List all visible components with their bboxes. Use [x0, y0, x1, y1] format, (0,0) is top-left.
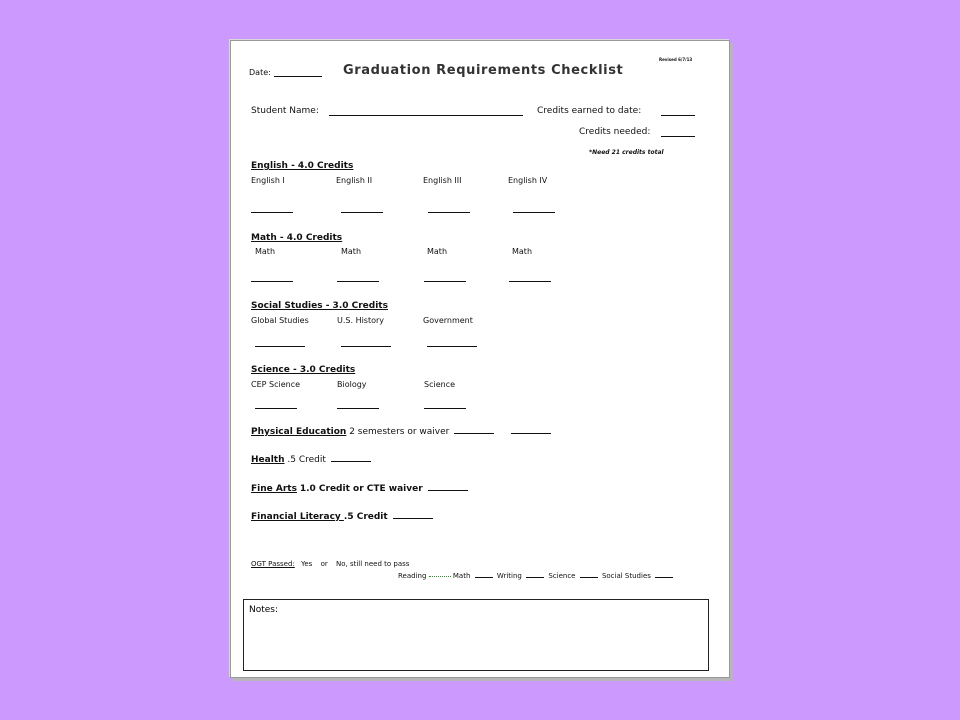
ogt-subject: Writing: [496, 572, 522, 580]
social-studies-blank[interactable]: [341, 346, 391, 347]
science-item: Science: [424, 380, 456, 389]
ogt-science-blank[interactable]: [580, 576, 598, 578]
social-studies-blank[interactable]: [255, 346, 305, 347]
ogt-subject: Social Studies: [601, 572, 651, 580]
math-blank[interactable]: [337, 281, 379, 282]
fine-arts-text: 1.0 Credit or CTE waiver: [299, 484, 423, 494]
notes-label: Notes:: [249, 605, 279, 615]
science-blank[interactable]: [255, 408, 297, 409]
pe-heading: Physical Education: [251, 427, 347, 437]
pe-row: [251, 427, 553, 437]
fine-arts-heading: Fine Arts: [251, 484, 297, 494]
english-item: English II: [336, 176, 373, 185]
health-row: [251, 455, 373, 465]
pe-blank[interactable]: [454, 432, 494, 434]
revised-date: Revised 6/7/13: [659, 57, 693, 62]
health-blank[interactable]: [331, 460, 371, 462]
ogt-subjects-row: [398, 572, 675, 580]
english-heading: English - 4.0 Credits: [251, 161, 354, 171]
fine-arts-blank[interactable]: [428, 489, 468, 491]
notes-box[interactable]: [243, 599, 709, 671]
financial-literacy-row: [251, 512, 435, 522]
fine-arts-row: [251, 484, 470, 494]
math-blank[interactable]: [424, 281, 466, 282]
date-label: Date:: [249, 68, 271, 77]
credits-needed-label: Credits needed:: [579, 127, 651, 137]
health-heading: Health: [251, 455, 285, 465]
pe-text: 2 semesters or waiver: [349, 427, 450, 437]
science-item: Biology: [337, 380, 367, 389]
social-studies-item: U.S. History: [337, 316, 385, 325]
ogt-subject: Science: [548, 572, 576, 580]
science-blank[interactable]: [424, 408, 466, 409]
math-heading: Math - 4.0 Credits: [251, 233, 343, 243]
credits-earned-blank[interactable]: [661, 115, 695, 116]
ogt-or: or: [320, 560, 328, 568]
math-blank[interactable]: [509, 281, 551, 282]
student-name-label: Student Name:: [251, 106, 319, 116]
english-item: English III: [423, 176, 462, 185]
english-blank[interactable]: [428, 212, 470, 213]
ogt-writing-blank[interactable]: [526, 576, 544, 578]
english-item: English I: [251, 176, 285, 185]
checklist-document: [230, 40, 730, 678]
science-blank[interactable]: [337, 408, 379, 409]
science-item: CEP Science: [251, 380, 301, 389]
financial-literacy-heading: Financial Literacy: [251, 512, 344, 522]
math-item: Math: [341, 247, 362, 256]
english-item: English IV: [508, 176, 548, 185]
ogt-label: OGT Passed:: [251, 560, 295, 568]
ogt-row: [251, 560, 409, 568]
health-text: .5 Credit: [287, 455, 326, 465]
math-item: Math: [255, 247, 276, 256]
math-item: Math: [512, 247, 533, 256]
ogt-subject: Reading: [398, 572, 427, 580]
credits-note: *Need 21 credits total: [589, 149, 664, 156]
date-blank[interactable]: [274, 76, 322, 77]
social-studies-blank[interactable]: [427, 346, 477, 347]
student-name-blank[interactable]: [329, 115, 523, 116]
science-heading: Science - 3.0 Credits: [251, 365, 356, 375]
math-item: Math: [427, 247, 448, 256]
ogt-math-blank[interactable]: [475, 576, 493, 578]
page-title: Graduation Requirements Checklist: [343, 63, 624, 78]
financial-literacy-text: .5 Credit: [343, 512, 388, 522]
ogt-reading-blank[interactable]: [429, 574, 451, 577]
english-blank[interactable]: [251, 212, 293, 213]
ogt-social-studies-blank[interactable]: [655, 576, 673, 578]
social-studies-item: Government: [423, 316, 473, 325]
pe-blank[interactable]: [511, 432, 551, 434]
credits-needed-blank[interactable]: [661, 136, 695, 137]
ogt-yes[interactable]: Yes: [301, 560, 313, 568]
math-blank[interactable]: [251, 281, 293, 282]
social-studies-heading: Social Studies - 3.0 Credits: [251, 301, 388, 311]
ogt-subject: Math: [452, 572, 471, 580]
ogt-no[interactable]: No, still need to pass: [335, 560, 410, 568]
english-blank[interactable]: [513, 212, 555, 213]
credits-earned-label: Credits earned to date:: [537, 106, 642, 116]
financial-literacy-blank[interactable]: [393, 517, 433, 519]
english-blank[interactable]: [341, 212, 383, 213]
social-studies-item: Global Studies: [251, 316, 309, 325]
